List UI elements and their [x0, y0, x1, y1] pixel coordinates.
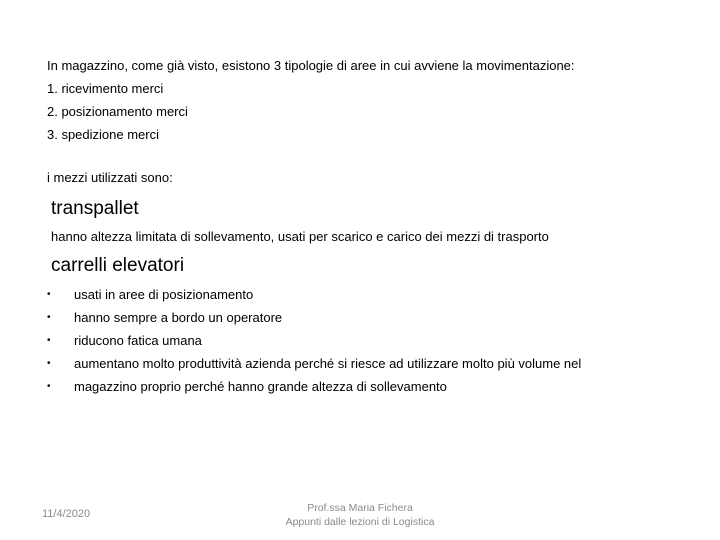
footer-date: 11/4/2020	[42, 508, 91, 520]
bullet-item	[47, 354, 581, 377]
bullet-item	[47, 377, 581, 400]
intro-block	[47, 54, 707, 146]
transpallet-description: hanno altezza limitata di sollevamento, usati per scarico e carico dei mezzi di trasporto	[51, 229, 549, 244]
footer-credit	[270, 501, 450, 529]
footer-source: Appunti dalle lezioni di Logistica	[285, 516, 435, 528]
transpallet-heading: transpallet	[51, 198, 139, 219]
carrelli-heading: carrelli elevatori	[51, 255, 185, 276]
bullet-dot-icon: •	[47, 289, 51, 300]
bullet-item	[47, 331, 581, 354]
intro-item-2: 2. posizionamento merci	[47, 104, 188, 119]
mezzi-label: i mezzi utilizzati sono:	[47, 170, 173, 185]
bullet-dot-icon: •	[47, 335, 51, 346]
bullet-text: magazzino proprio perché hanno grande altezza di sollevamento	[74, 379, 447, 394]
bullet-text: hanno sempre a bordo un operatore	[74, 310, 283, 325]
bullet-text: aumentano molto produttività azienda perché si riesce ad utilizzare molto più volume nel	[74, 356, 582, 371]
intro-item-1: 1. ricevimento merci	[47, 81, 164, 96]
carrelli-bullet-list	[47, 285, 581, 400]
bullet-item	[47, 285, 581, 308]
bullet-dot-icon: •	[47, 358, 51, 369]
intro-line: In magazzino, come già visto, esistono 3 tipologie di aree in cui avviene la movimentazione:	[47, 58, 575, 73]
bullet-text: riducono fatica umana	[74, 333, 202, 348]
footer-author: Prof.ssa Maria Fichera	[307, 502, 413, 514]
intro-item-3: 3. spedizione merci	[47, 127, 159, 142]
bullet-dot-icon: •	[47, 312, 51, 323]
bullet-text: usati in aree di posizionamento	[74, 287, 254, 302]
bullet-dot-icon: •	[47, 381, 51, 392]
bullet-item	[47, 308, 581, 331]
